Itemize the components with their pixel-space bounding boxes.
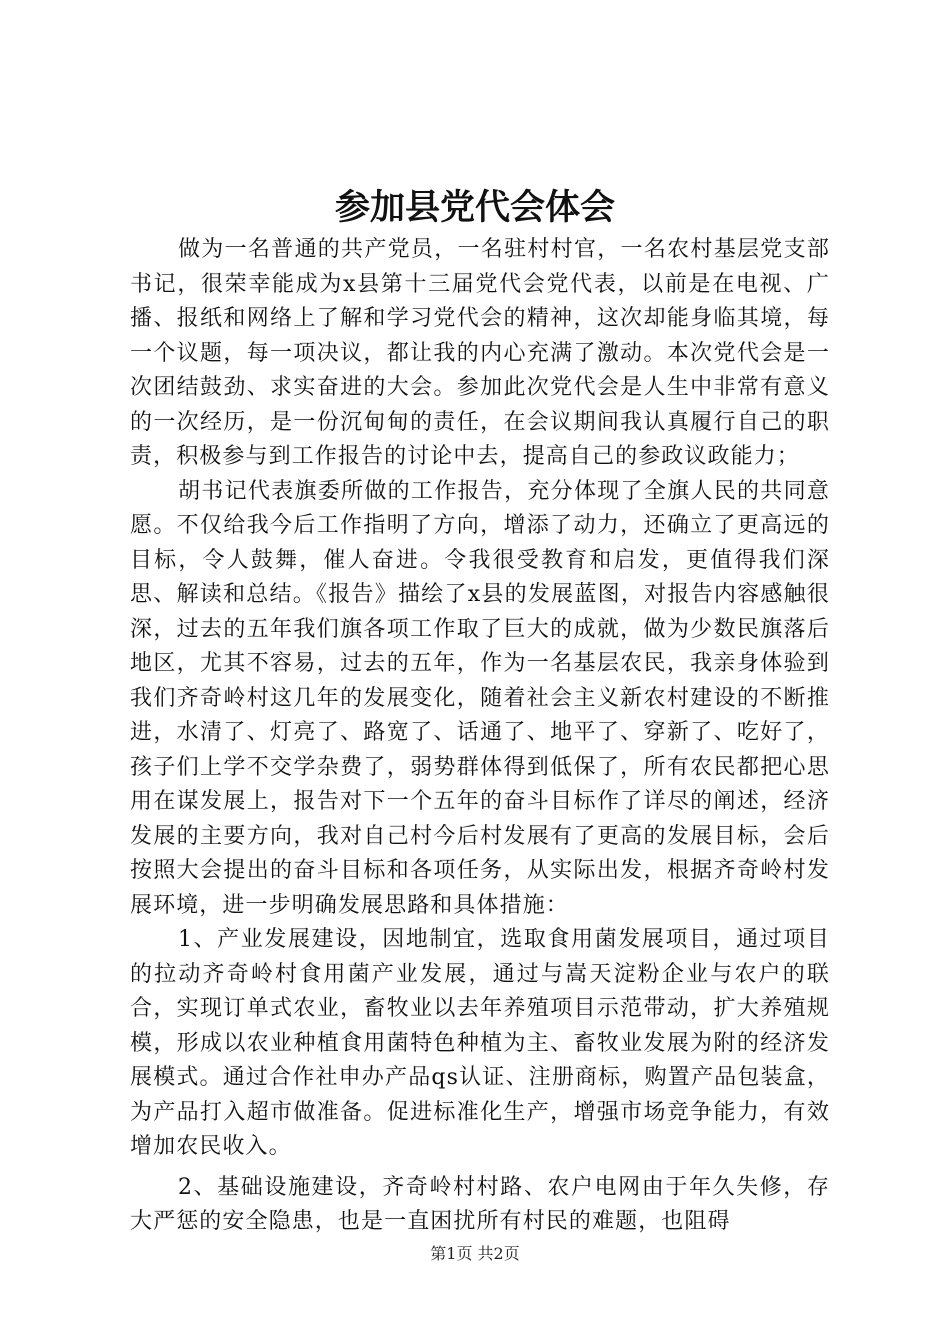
document-body (130, 233, 830, 1240)
paragraph-4: 2、基础设施建设，齐奇岭村村路、农户电网由于年久失修，存大严惩的安全隐患，也是一直困扰所有村民的难题，也阻碍 (130, 1174, 830, 1234)
paragraph-3: 1、产业发展建设，因地制宜，选取食用菌发展项目，通过项目的拉动齐奇岭村食用菌产业发展，通过与嵩天淀粉企业与农户的联合，实现订单式农业，畜牧业以去年养殖项目示范带动，扩大养殖规模，形成以农业种植食用菌特色种植为主、畜牧业发展为附的经济发展模式。通过合作社申办产品qs认证、注册商标，购置产品包装盒，为产品打入超市做准备。促进标准化生产，增强市场竞争能力，有效增加农民收入。 (130, 927, 830, 1159)
document-title: 参加县党代会体会 (334, 187, 615, 228)
paragraph-2: 胡书记代表旗委所做的工作报告，充分体现了全旗人民的共同意愿。不仅给我今后工作指明了方向，增添了动力，还确立了更高远的目标，令人鼓舞，催人奋进。令我很受教育和启发，更值得我们深思、解读和总结。《报告》描绘了x县的发展蓝图，对报告内容感触很深，过去的五年我们旗各项工作取了巨大的成就，做为少数民旗落后地区，尤其不容易，过去的五年，作为一名基层农民，我亲身体验到我们齐奇岭村这几年的发展变化，随着社会主义新农村建设的不断推进，水清了、灯亮了、路宽了、话通了、地平了、穿新了、吃好了，孩子们上学不交学杂费了，弱势群体得到低保了，所有农民都把心思用在谋发展上，报告对下一个五年的奋斗目标作了详尽的阐述，经济发展的主要方向，我对自己村今后村发展有了更高的发展目标，会后按照大会提出的奋斗目标和各项任务，从实际出发，根据齐奇岭村发展环境，进一步明确发展思路和具体措施： (130, 478, 830, 918)
page-footer: 第1页 共2页 (430, 1244, 520, 1263)
paragraph-1: 做为一名普通的共产党员，一名驻村村官，一名农村基层党支部书记，很荣幸能成为x县第十三届党代会党代表，以前是在电视、广播、报纸和网络上了解和学习党代会的精神，这次却能身临其境，每一个议题，每一项决议，都让我的内心充满了激动。本次党代会是一次团结鼓劲、求实奋进的大会。参加此次党代会是人生中非常有意义的一次经历，是一份沉甸甸的责任，在会议期间我认真履行自己的职责，积极参与到工作报告的讨论中去，提高自己的参政议政能力； (130, 237, 830, 469)
